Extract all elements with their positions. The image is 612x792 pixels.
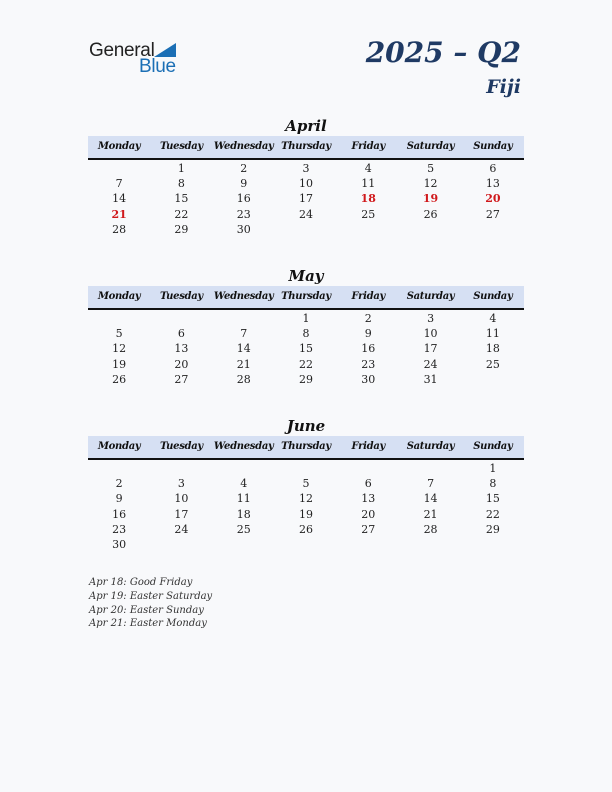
weekday-label: Wednesday — [213, 291, 274, 302]
weekday-label: Wednesday — [213, 441, 274, 452]
weekday-header — [88, 286, 524, 310]
month-title: June — [286, 417, 326, 435]
empty-day-cell — [88, 161, 150, 176]
day-cell: 14 — [112, 192, 127, 206]
day-cell: 12 — [298, 492, 313, 506]
month-june — [88, 416, 524, 552]
empty-day-cell — [399, 461, 461, 476]
logo — [89, 40, 189, 80]
weekday-label: Friday — [351, 141, 386, 152]
page-title: 2025 – Q2 — [365, 36, 521, 69]
empty-day-cell — [213, 461, 275, 476]
empty-day-cell — [213, 537, 275, 552]
empty-day-cell — [337, 222, 399, 237]
day-cell: 16 — [112, 507, 127, 521]
day-cell: 3 — [427, 312, 435, 325]
weekday-label: Saturday — [406, 291, 455, 302]
day-cell: 16 — [236, 192, 251, 206]
weekday-label: Tuesday — [159, 291, 203, 302]
day-cell: 14 — [236, 342, 251, 356]
day-cell: 9 — [364, 327, 372, 341]
day-cell: 2 — [364, 312, 372, 325]
day-cell: 4 — [364, 162, 372, 175]
day-cell: 25 — [361, 207, 376, 221]
day-cell: 28 — [236, 372, 251, 386]
holiday-note: Apr 21: Easter Monday — [89, 618, 207, 630]
day-cell: 18 — [236, 507, 251, 521]
month-title: April — [285, 117, 327, 135]
day-cell: 6 — [364, 477, 372, 491]
day-cell: 31 — [423, 372, 438, 386]
day-cell: 27 — [361, 522, 376, 536]
empty-day-cell — [150, 311, 212, 326]
day-cell: 15 — [174, 192, 189, 206]
weekday-label: Monday — [97, 141, 141, 152]
empty-day-cell — [88, 311, 150, 326]
weekday-label: Thursday — [281, 291, 331, 302]
day-cell: 18 — [360, 192, 376, 206]
empty-day-cell — [150, 461, 212, 476]
day-cell: 16 — [361, 342, 376, 356]
day-cell: 5 — [427, 162, 435, 175]
day-cell: 29 — [174, 222, 189, 236]
day-cell: 8 — [302, 327, 310, 341]
day-cell: 15 — [298, 342, 313, 356]
logo-triangle-icon — [154, 43, 176, 57]
day-cell: 22 — [485, 507, 500, 521]
day-cell: 23 — [361, 357, 376, 371]
month-may — [88, 266, 524, 387]
day-cell: 5 — [302, 477, 310, 491]
weekday-label: Saturday — [406, 441, 455, 452]
logo-word-blue: Blue — [139, 56, 176, 77]
weekday-label: Monday — [97, 291, 141, 302]
day-cell: 30 — [112, 537, 127, 551]
day-cell: 25 — [485, 357, 500, 371]
weekday-label: Friday — [351, 441, 386, 452]
day-cell: 12 — [423, 177, 438, 191]
day-cell: 1 — [489, 462, 497, 475]
day-cell: 17 — [423, 342, 438, 356]
day-cell: 26 — [112, 372, 127, 386]
day-cell: 8 — [177, 177, 185, 191]
month-april — [88, 116, 524, 237]
day-cell: 10 — [423, 327, 438, 341]
country-name: Fiji — [486, 76, 521, 98]
empty-day-cell — [275, 222, 337, 237]
day-cell: 19 — [298, 507, 313, 521]
day-cell: 10 — [174, 492, 189, 506]
empty-day-cell — [462, 537, 524, 552]
weekday-label: Thursday — [281, 441, 331, 452]
weekday-label: Monday — [97, 441, 141, 452]
day-cell: 17 — [174, 507, 189, 521]
day-cell: 24 — [298, 207, 313, 221]
empty-day-cell — [213, 311, 275, 326]
day-cell: 7 — [427, 477, 435, 491]
day-cell: 7 — [115, 177, 123, 191]
day-cell: 26 — [298, 522, 313, 536]
day-grid — [88, 161, 524, 237]
day-cell: 26 — [423, 207, 438, 221]
day-cell: 7 — [240, 327, 248, 341]
weekday-label: Thursday — [281, 141, 331, 152]
day-cell: 19 — [112, 357, 127, 371]
day-cell: 22 — [298, 357, 313, 371]
day-cell: 2 — [240, 162, 248, 175]
holiday-note: Apr 18: Good Friday — [89, 577, 193, 588]
day-cell: 11 — [236, 492, 251, 506]
empty-day-cell — [337, 461, 399, 476]
weekday-label: Friday — [351, 291, 386, 302]
day-cell: 21 — [236, 357, 251, 371]
day-cell: 14 — [423, 492, 438, 506]
day-cell: 4 — [240, 477, 248, 491]
day-cell: 1 — [177, 162, 185, 175]
logo-word-general: General — [89, 40, 155, 61]
day-cell: 20 — [485, 192, 501, 206]
day-cell: 9 — [115, 492, 123, 506]
day-cell: 13 — [485, 177, 500, 191]
weekday-label: Saturday — [406, 141, 455, 152]
day-cell: 23 — [112, 522, 127, 536]
day-cell: 6 — [489, 162, 497, 175]
day-cell: 3 — [177, 477, 185, 491]
day-cell: 10 — [298, 177, 313, 191]
weekday-label: Sunday — [473, 441, 513, 452]
day-cell: 8 — [489, 477, 497, 491]
weekday-label: Sunday — [473, 141, 513, 152]
day-cell: 28 — [112, 222, 127, 236]
day-cell: 17 — [298, 192, 313, 206]
month-title: May — [288, 267, 324, 285]
weekday-label: Tuesday — [159, 441, 203, 452]
empty-day-cell — [462, 222, 524, 237]
day-cell: 2 — [115, 477, 123, 491]
day-cell: 28 — [423, 522, 438, 536]
empty-day-cell — [275, 537, 337, 552]
empty-day-cell — [150, 537, 212, 552]
day-grid — [88, 461, 524, 552]
day-cell: 27 — [485, 207, 500, 221]
day-cell: 15 — [485, 492, 500, 506]
day-cell: 27 — [174, 372, 189, 386]
day-cell: 19 — [422, 192, 439, 206]
day-cell: 30 — [361, 372, 376, 386]
day-cell: 13 — [174, 342, 189, 356]
holiday-notes — [89, 576, 212, 631]
weekday-label: Wednesday — [213, 141, 274, 152]
empty-day-cell — [399, 537, 461, 552]
empty-day-cell — [275, 461, 337, 476]
day-cell: 4 — [489, 312, 497, 325]
weekday-label: Tuesday — [159, 141, 203, 152]
weekday-header — [88, 136, 524, 160]
empty-day-cell — [399, 222, 461, 237]
day-cell: 3 — [302, 162, 310, 175]
day-cell: 30 — [236, 222, 251, 236]
day-cell: 29 — [485, 522, 500, 536]
day-cell: 5 — [115, 327, 123, 341]
day-cell: 1 — [302, 312, 310, 325]
day-cell: 21 — [111, 207, 127, 221]
holiday-note: Apr 19: Easter Saturday — [89, 590, 213, 602]
empty-day-cell — [337, 537, 399, 552]
empty-day-cell — [88, 461, 150, 476]
empty-day-cell — [462, 372, 524, 387]
day-cell: 23 — [236, 207, 251, 221]
day-cell: 20 — [361, 507, 376, 521]
day-cell: 11 — [361, 177, 376, 191]
day-cell: 22 — [174, 207, 189, 221]
day-cell: 18 — [485, 342, 500, 356]
day-cell: 24 — [423, 357, 438, 371]
holiday-note: Apr 20: Easter Sunday — [89, 604, 204, 616]
day-cell: 12 — [112, 342, 127, 356]
day-cell: 29 — [298, 372, 313, 386]
day-cell: 20 — [174, 357, 189, 371]
day-cell: 25 — [236, 522, 251, 536]
day-grid — [88, 311, 524, 387]
day-cell: 24 — [174, 522, 189, 536]
day-cell: 21 — [423, 507, 438, 521]
day-cell: 9 — [240, 177, 248, 191]
day-cell: 13 — [361, 492, 376, 506]
day-cell: 6 — [177, 327, 185, 341]
weekday-label: Sunday — [473, 291, 513, 302]
day-cell: 11 — [485, 327, 500, 341]
weekday-header — [88, 436, 524, 460]
